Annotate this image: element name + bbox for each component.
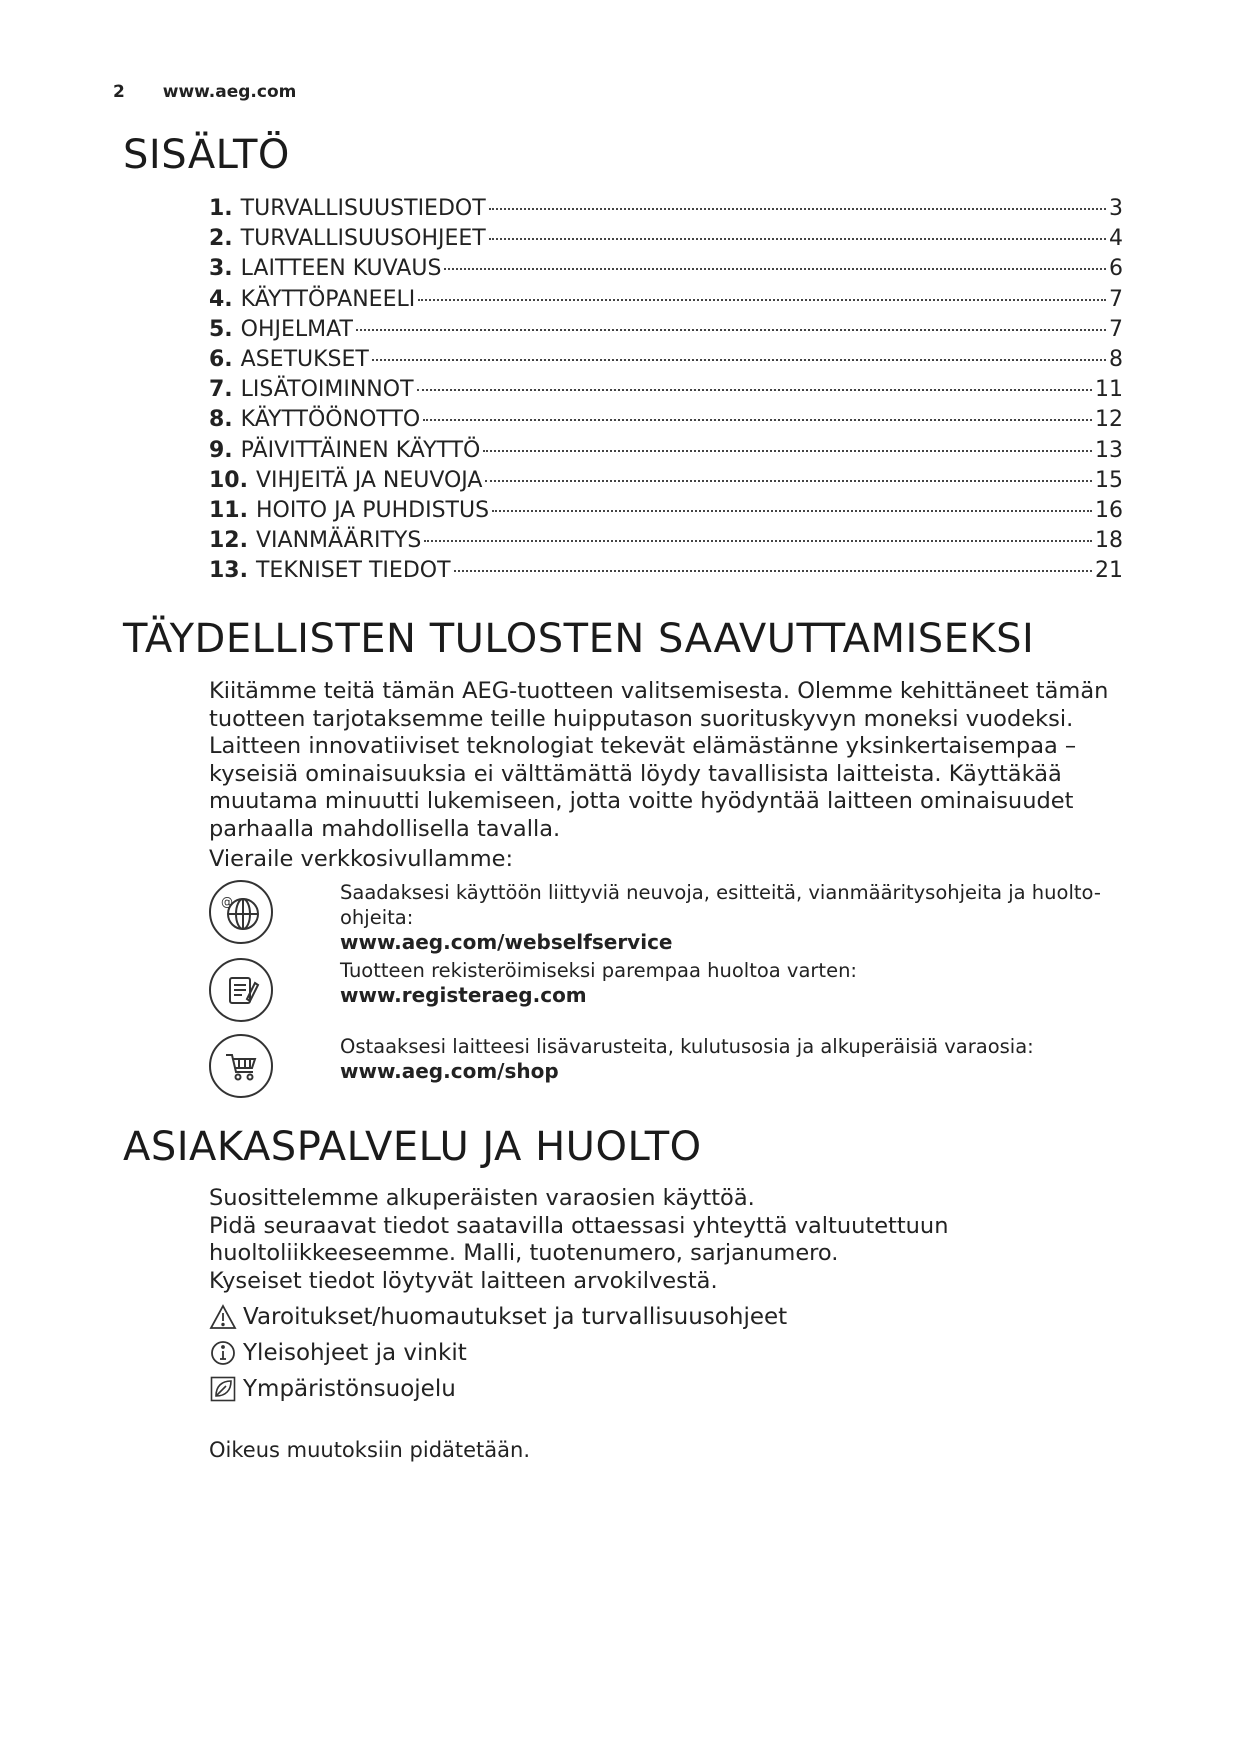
toc-item-label: TEKNISET TIEDOT	[255, 558, 451, 584]
toc-item-label: LAITTEEN KUVAUS	[240, 256, 442, 282]
shop-link[interactable]: www.aeg.com/shop	[340, 1059, 559, 1083]
webselfservice-link[interactable]: www.aeg.com/webselfservice	[340, 930, 673, 954]
service-line: Pidä seuraavat tiedot saatavilla ottaessasi yhteyttä valtuutettuun	[209, 1212, 949, 1239]
cart-icon	[209, 1034, 273, 1098]
toc-item-label: OHJELMAT	[240, 316, 353, 342]
link-description: Ostaaksesi laitteesi lisävarusteita, kulutusosia ja alkuperäisiä varaosia: www.aeg.com/shop	[340, 1034, 1120, 1084]
toc-item-page: 13	[1095, 437, 1123, 463]
toc-item-page: 6	[1109, 256, 1123, 282]
service-paragraph	[209, 1185, 1129, 1295]
toc-leader	[489, 238, 1106, 240]
intro-paragraph	[209, 678, 1129, 843]
table-of-contents	[209, 196, 1123, 588]
toc-item[interactable]: 4. KÄYTTÖPANEELI 7	[209, 286, 1123, 312]
intro-line: Laitteen innovatiiviset teknologiat tekevät elämästänne yksinkertaisempaa –	[209, 733, 1077, 759]
service-line: Suosittelemme alkuperäisten varaosien käyttöä.	[209, 1185, 755, 1211]
toc-leader	[372, 359, 1106, 361]
toc-item-label: TURVALLISUUSOHJEET	[240, 226, 486, 252]
info-icon	[209, 1339, 237, 1367]
toc-item-page: 11	[1095, 377, 1123, 403]
toc-item[interactable]: 7. LISÄTOIMINNOT 11	[209, 377, 1123, 403]
toc-item-label: TURVALLISUUSTIEDOT	[240, 196, 486, 221]
toc-leader	[417, 389, 1092, 391]
note-info	[209, 1339, 467, 1367]
warning-icon	[209, 1303, 237, 1331]
toc-item-label: HOITO JA PUHDISTUS	[255, 497, 490, 523]
toc-item-page: 12	[1095, 407, 1123, 433]
toc-item-page: 4	[1109, 226, 1123, 252]
toc-item-page: 15	[1095, 467, 1123, 493]
toc-item-page: 21	[1095, 558, 1123, 584]
toc-item-label: VIHJEITÄ JA NEUVOJA	[255, 467, 483, 493]
service-line: huoltoliikkeeseemme. Malli, tuotenumero, sarjanumero.	[209, 1240, 839, 1266]
intro-line: kyseisiä ominaisuuksia ei välttämättä löydy tavallisista laitteista. Käyttäkää	[209, 760, 1062, 787]
best-results-title: TÄYDELLISTEN TULOSTEN SAAVUTTAMISEKSI	[123, 616, 1035, 662]
intro-line: Kiitämme teitä tämän AEG-tuotteen valitsemisesta. Olemme kehittäneet tämän	[209, 678, 1109, 704]
register-icon	[209, 958, 273, 1022]
toc-leader	[489, 208, 1106, 210]
note-label: Ympäristönsuojelu	[243, 1376, 456, 1402]
toc-leader	[444, 268, 1106, 270]
toc-leader	[454, 570, 1092, 572]
svg-text:@: @	[221, 895, 233, 909]
intro-line: tuotteen tarjotaksemme teille huipputason suorituskyvyn moneksi vuodeksi.	[209, 705, 1074, 732]
page-header	[113, 82, 296, 102]
toc-item-label: ASETUKSET	[240, 346, 369, 372]
toc-item-label: KÄYTTÖÖNOTTO	[240, 407, 421, 433]
intro-line: muutama minuutti lukemiseen, jotta voitte hyödyntää laitteen ominaisuudet	[209, 788, 1074, 814]
toc-item[interactable]: 10. VIHJEITÄ JA NEUVOJA 15	[209, 467, 1123, 493]
toc-item[interactable]: 5. OHJELMAT 7	[209, 316, 1123, 342]
toc-item[interactable]: 8. KÄYTTÖÖNOTTO 12	[209, 407, 1123, 433]
toc-item-page: 3	[1109, 196, 1123, 221]
link-description: Saadaksesi käyttöön liittyviä neuvoja, esitteitä, vianmääritysohjeita ja huolto-ohjeita: www.aeg.com/webselfservice	[340, 880, 1120, 955]
globe-icon	[209, 880, 273, 944]
toc-leader	[356, 329, 1106, 331]
service-line: Kyseiset tiedot löytyvät laitteen arvokilvestä.	[209, 1267, 718, 1294]
toc-item[interactable]: 11. HOITO JA PUHDISTUS 16	[209, 497, 1123, 523]
toc-leader	[423, 419, 1092, 421]
toc-item[interactable]: 9. PÄIVITTÄINEN KÄYTTÖ 13	[209, 437, 1123, 463]
toc-leader	[424, 540, 1092, 542]
note-label: Yleisohjeet ja vinkit	[243, 1340, 467, 1366]
toc-item[interactable]: 6. ASETUKSET 8	[209, 346, 1123, 372]
toc-item-page: 16	[1095, 497, 1123, 523]
toc-item-label: LISÄTOIMINNOT	[240, 377, 414, 403]
toc-leader	[418, 299, 1106, 301]
page-number: 2	[113, 82, 125, 102]
leaf-icon	[209, 1375, 237, 1403]
toc-leader	[483, 450, 1092, 452]
note-label: Varoitukset/huomautukset ja turvallisuusohjeet	[243, 1304, 788, 1330]
site-url[interactable]: www.aeg.com	[162, 82, 297, 102]
toc-item[interactable]: 2. TURVALLISUUSOHJEET 4	[209, 226, 1123, 252]
toc-item[interactable]: 12. VIANMÄÄRITYS 18	[209, 528, 1123, 554]
link-description: Tuotteen rekisteröimiseksi parempaa huoltoa varten: www.registeraeg.com	[340, 958, 1120, 1008]
toc-leader	[485, 480, 1092, 482]
register-link[interactable]: www.registeraeg.com	[340, 983, 587, 1007]
toc-item[interactable]: 13. TEKNISET TIEDOT 21	[209, 558, 1123, 584]
service-title: ASIAKASPALVELU JA HUOLTO	[123, 1124, 702, 1170]
rights-notice: Oikeus muutoksiin pidätetään.	[209, 1438, 531, 1462]
toc-item-page: 8	[1109, 346, 1123, 372]
toc-item-page: 18	[1095, 528, 1123, 554]
toc-title: SISÄLTÖ	[123, 132, 290, 178]
toc-item-label: KÄYTTÖPANEELI	[240, 286, 416, 312]
intro-line: parhaalla mahdollisella tavalla.	[209, 815, 561, 842]
note-environment	[209, 1375, 456, 1403]
toc-item-page: 7	[1109, 316, 1123, 342]
toc-item-page: 7	[1109, 286, 1123, 312]
visit-label: Vieraile verkkosivullamme:	[209, 846, 514, 872]
toc-item[interactable]: 1. TURVALLISUUSTIEDOT 3	[209, 196, 1123, 221]
toc-leader	[492, 510, 1092, 512]
toc-item-label: PÄIVITTÄINEN KÄYTTÖ	[240, 437, 481, 463]
note-warning	[209, 1303, 787, 1331]
toc-item-label: VIANMÄÄRITYS	[255, 528, 422, 554]
toc-item[interactable]: 3. LAITTEEN KUVAUS 6	[209, 256, 1123, 282]
